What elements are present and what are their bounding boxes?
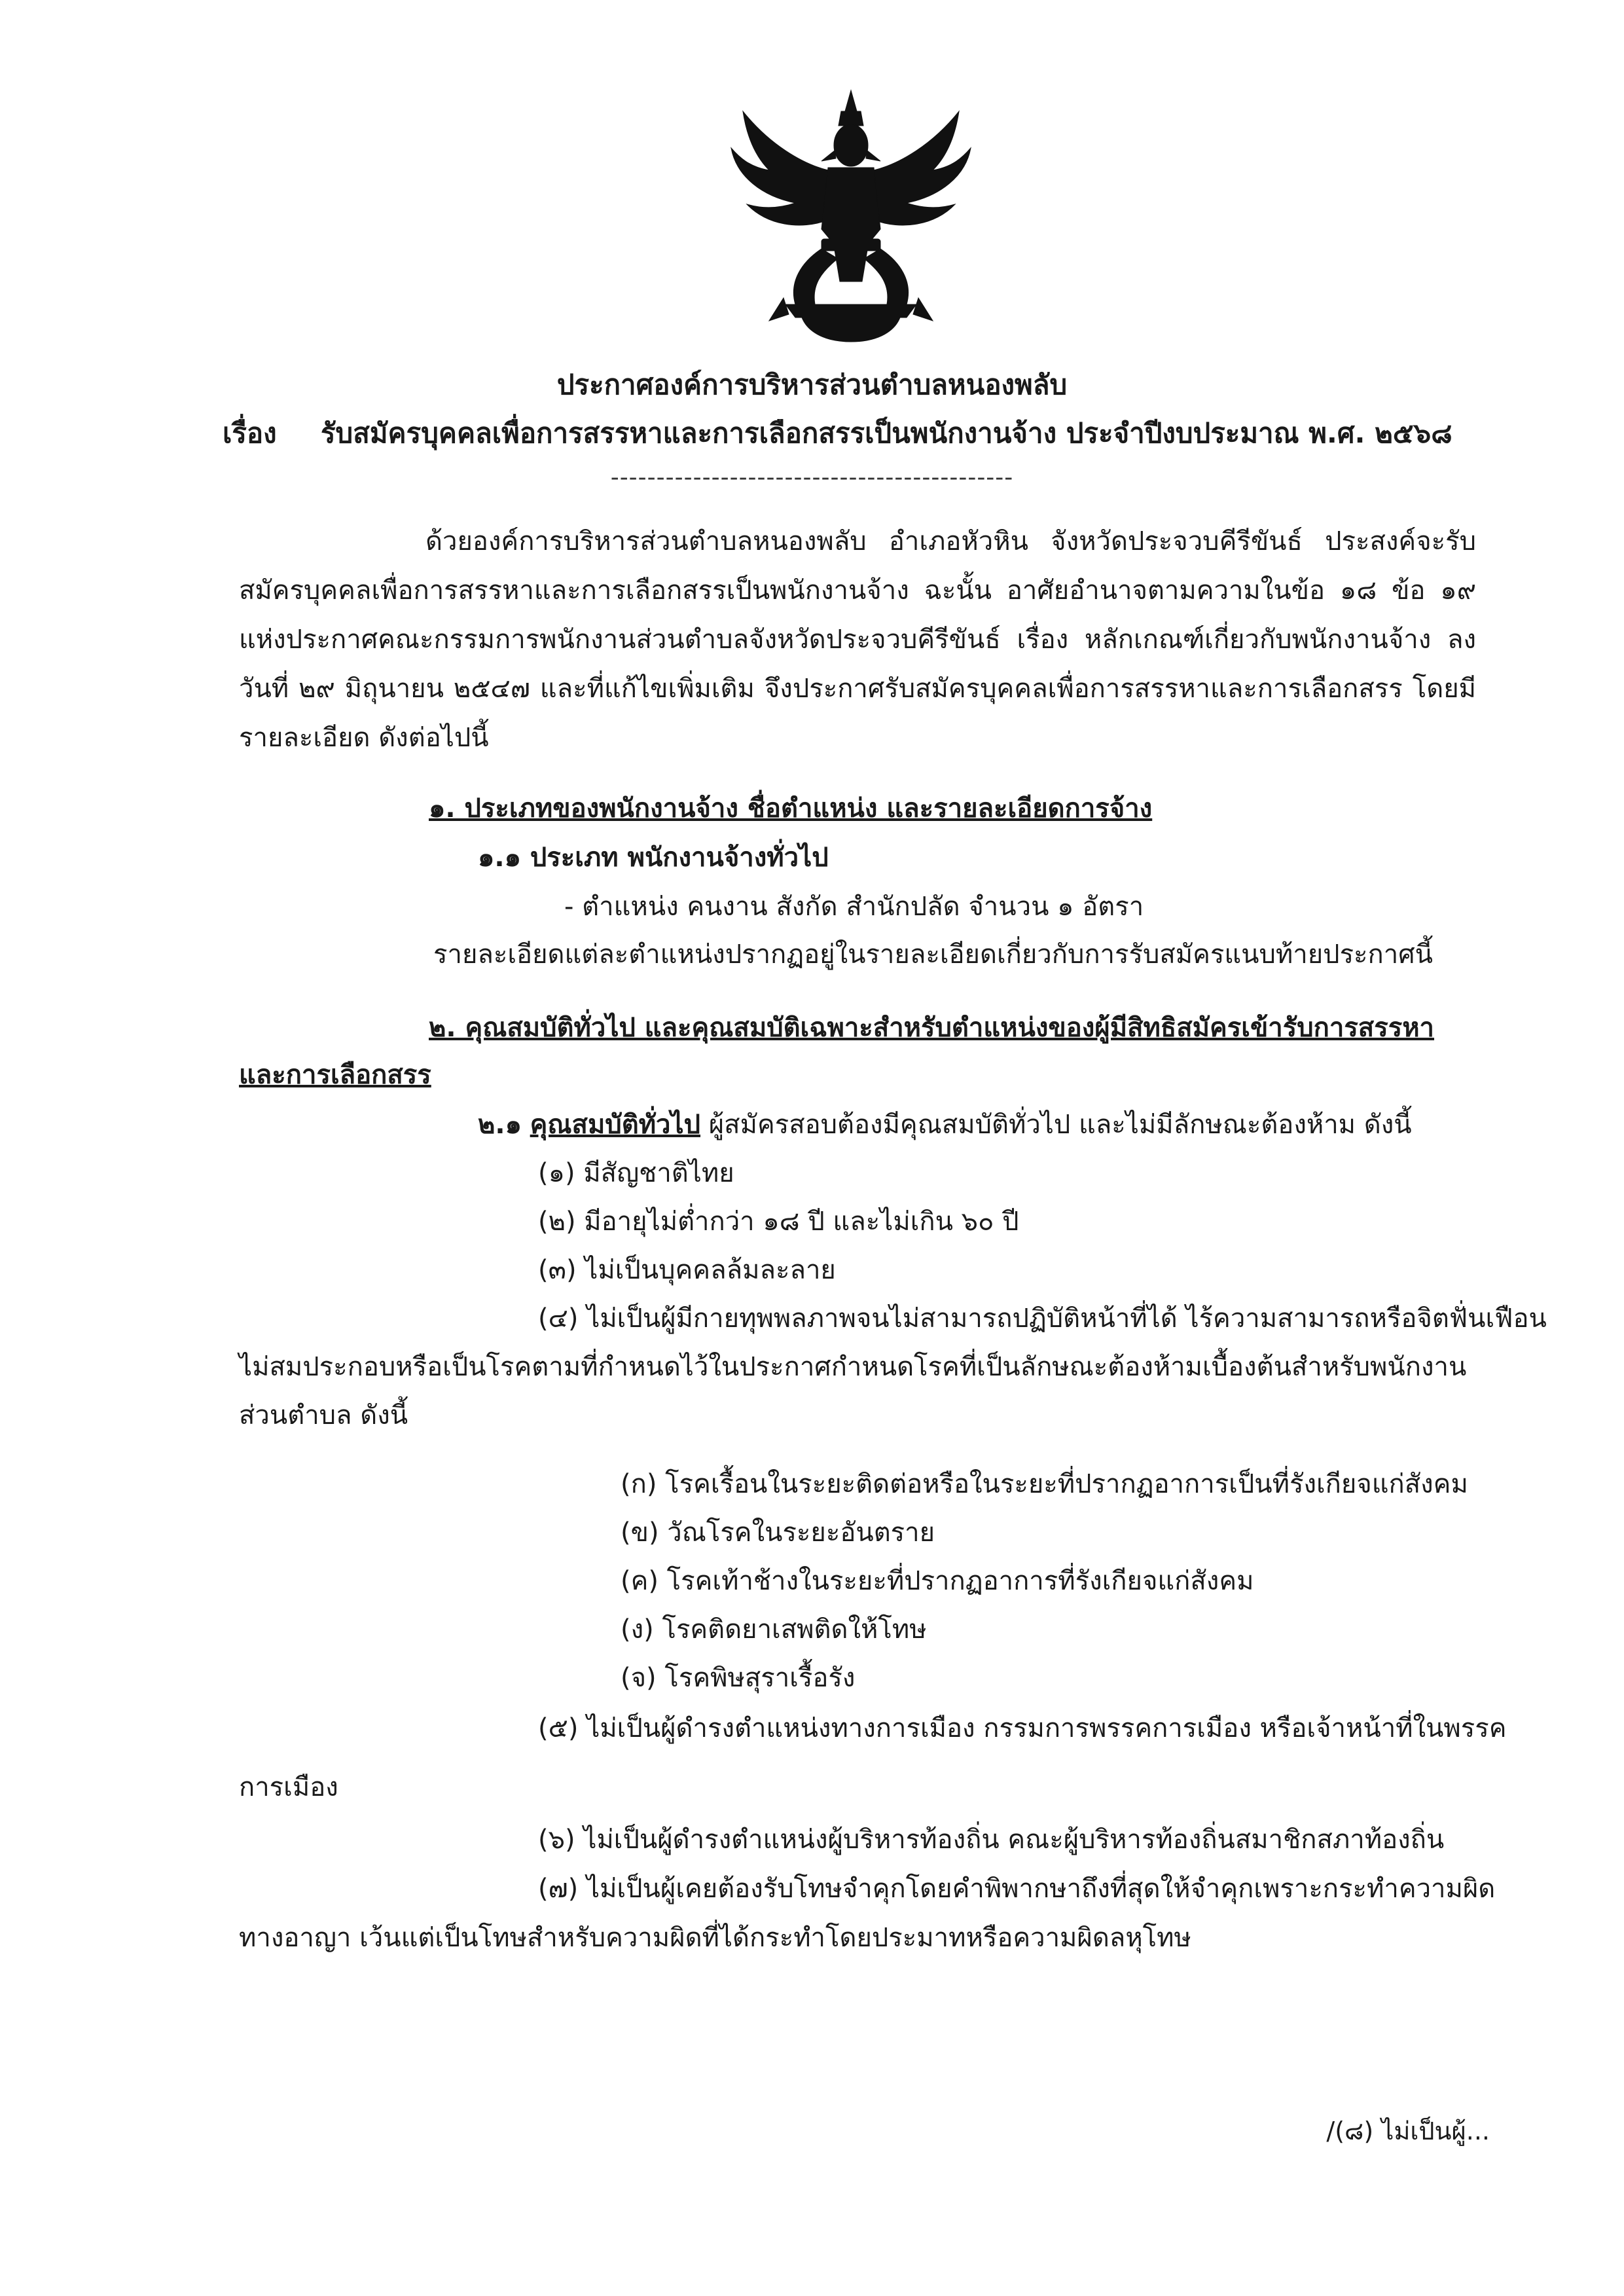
section2-1-number: ๒.๑: [478, 1110, 522, 1140]
disease-item-e: (จ) โรคพิษสุราเรื้อรัง: [621, 1663, 856, 1693]
qualification-item-7-cont: ทางอาญา เว้นแต่เป็นโทษสำหรับความผิดที่ได้กระทำโดยประมาทหรือความผิดลหุโทษ: [239, 1923, 1191, 1953]
garuda-emblem-icon: [723, 85, 979, 347]
disease-item-b: (ข) วัณโรคในระยะอันตราย: [621, 1518, 935, 1548]
disease-item-c: (ค) โรคเท้าช้างในระยะที่ปรากฏอาการที่รังเกียจแก่สังคม: [621, 1566, 1254, 1596]
section2-heading-line1: ๒. คุณสมบัติทั่วไป และคุณสมบัติเฉพาะสำหรับตำแหน่งของผู้มีสิทธิสมัครเข้ารับการสรรหา: [429, 1013, 1435, 1043]
disease-item-a: (ก) โรคเรื้อนในระยะติดต่อหรือในระยะที่ปรากฏอาการเป็นที่รังเกียจแก่สังคม: [621, 1469, 1468, 1499]
subject-text: รับสมัครบุคคลเพื่อการสรรหาและการเลือกสรรเป็นพนักงานจ้าง ประจำปีงบประมาณ พ.ศ. ๒๕๖๘: [321, 417, 1453, 449]
section1-subheading: ๑.๑ ประเภท พนักงานจ้างทั่วไป: [478, 843, 829, 873]
section2-1-text: ผู้สมัครสอบต้องมีคุณสมบัติทั่วไป และไม่มีลักษณะต้องห้าม ดังนี้: [700, 1110, 1412, 1140]
qualification-item-2: (๒) มีอายุไม่ต่ำกว่า ๑๘ ปี และไม่เกิน ๖๐ ปี: [538, 1207, 1019, 1237]
position-line: - ตำแหน่ง คนงาน สังกัด สำนักปลัด จำนวน ๑ อัตรา: [564, 892, 1144, 922]
page-continuation: /(๘) ไม่เป็นผู้...: [1326, 2117, 1490, 2145]
document-title: ประกาศองค์การบริหารส่วนตำบลหนองพลับ: [556, 369, 1068, 401]
qualification-item-4: (๔) ไม่เป็นผู้มีกายทุพพลภาพจนไม่สามารถปฏิบัติหน้าที่ได้ ไร้ความสามารถหรือจิตฟั่นเฟือน: [538, 1303, 1547, 1334]
qualification-item-4-cont: ไม่สมประกอบหรือเป็นโรคตามที่กำหนดไว้ในประกาศกำหนดโรคที่เป็นลักษณะต้องห้ามเบื้องต้นสำหรับพนักงาน: [239, 1352, 1467, 1382]
title-divider: --------------------------------------------: [610, 464, 1014, 491]
qualification-item-7: (๗) ไม่เป็นผู้เคยต้องรับโทษจำคุกโดยคำพิพากษาถึงที่สุดให้จำคุกเพราะกระทำความผิด: [538, 1874, 1496, 1904]
subject-line: [223, 414, 1453, 453]
details-line: รายละเอียดแต่ละตำแหน่งปรากฏอยู่ในรายละเอียดเกี่ยวกับการรับสมัครแนบท้ายประกาศนี้: [433, 939, 1433, 970]
section2-1-line: [478, 1105, 1412, 1144]
qualification-item-4-end: ส่วนตำบล ดังนี้: [239, 1400, 408, 1430]
qualification-item-1: (๑) มีสัญชาติไทย: [538, 1158, 734, 1188]
section1-heading: ๑. ประเภทของพนักงานจ้าง ชื่อตำแหน่ง และรายละเอียดการจ้าง: [429, 793, 1153, 824]
section2-heading-line2: และการเลือกสรร: [239, 1060, 431, 1090]
qualification-item-6: (๖) ไม่เป็นผู้ดำรงตำแหน่งผู้บริหารท้องถิ่น คณะผู้บริหารท้องถิ่นสมาชิกสภาท้องถิ่น: [538, 1825, 1445, 1855]
qualification-item-5: (๕) ไม่เป็นผู้ดำรงตำแหน่งทางการเมือง กรรมการพรรคการเมือง หรือเจ้าหน้าที่ในพรรค: [538, 1713, 1507, 1743]
qualification-item-5-cont: การเมือง: [239, 1772, 338, 1802]
subject-label: เรื่อง: [223, 417, 277, 449]
intro-paragraph: ด้วยองค์การบริหารส่วนตำบลหนองพลับ อำเภอหัวหิน จังหวัดประจวบคีรีขันธ์ ประสงค์จะรับสมัครบุคคลเพื่อการสรรหาและการเลือกสรรเป็นพนักงานจ้าง ฉะนั้น อาศัยอำนาจตามความในข้อ ๑๘ ข้อ ๑๙ แห่งประกาศคณะกรรมการพนักงานส่วนตำบลจังหวัดประจวบคีรีขันธ์ เรื่อง หลักเกณฑ์เกี่ยวกับพนักงานจ้าง ลงวันที่ ๒๙ มิถุนายน ๒๕๔๗ และที่แก้ไขเพิ่มเติม จึงประกาศรับสมัครบุคคลเพื่อการสรรหาและการเลือกสรร โดยมีรายละเอียด ดังต่อไปนี้: [239, 526, 1476, 753]
section2-1-label: คุณสมบัติทั่วไป: [530, 1110, 701, 1140]
disease-item-d: (ง) โรคติดยาเสพติดให้โทษ: [621, 1614, 927, 1645]
qualification-item-3: (๓) ไม่เป็นบุคคลล้มละลาย: [538, 1255, 836, 1285]
